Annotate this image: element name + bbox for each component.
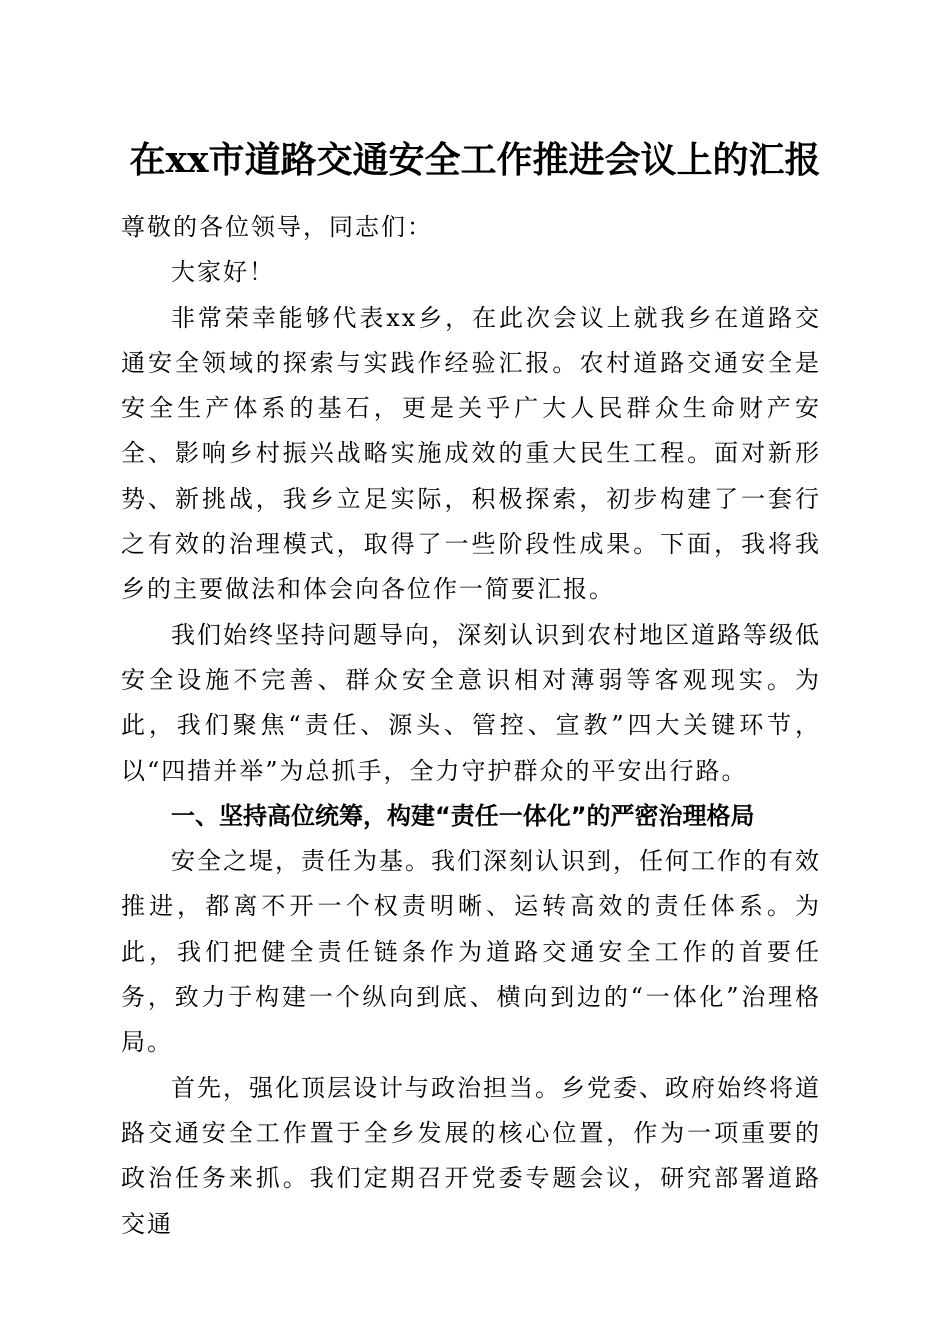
paragraph-top-design: 首先，强化顶层设计与政治担当。乡党委、政府始终将道路交通安全工作置于全乡发展的核心位置，作为一项重要的政治任务来抓。我们定期召开党委专题会议，研究部署道路交通 — [121, 1073, 821, 1238]
document-body — [121, 205, 821, 1247]
salutation: 尊敬的各位领导，同志们： — [121, 213, 433, 241]
paragraph-overview: 我们始终坚持问题导向，深刻认识到农村地区道路等级低安全设施不完善、群众安全意识相对薄弱等客观现实。为此，我们聚焦“责任、源头、管控、宣教”四大关键环节，以“四措并举”为总抓手，全力守护群众的平安出行路。 — [121, 620, 821, 785]
document-title: 在xx市道路交通安全工作推进会议上的汇报 — [129, 139, 821, 181]
paragraph-responsibility: 安全之堤，责任为基。我们深刻认识到，任何工作的有效推进，都离不开一个权责明晰、运转高效的责任体系。为此，我们把健全责任链条作为道路交通安全工作的首要任务，致力于构建一个纵向到底、横向到边的“一体化”治理格局。 — [121, 847, 821, 1057]
paragraph-intro: 非常荣幸能够代表xx乡，在此次会议上就我乡在道路交通安全领域的探索与实践作经验汇报。农村道路交通安全是安全生产体系的基石，更是关乎广大人民群众生命财产安全、影响乡村振兴战略实施成效的重大民生工程。面对新形势、新挑战，我乡立足实际，积极探索，初步构建了一套行之有效的治理模式，取得了一些阶段性成果。下面，我将我乡的主要做法和体会向各位作一简要汇报。 — [121, 303, 821, 604]
section-heading: 一、坚持高位统筹，构建“责任一体化”的严密治理格局 — [171, 801, 755, 830]
greeting: 大家好！ — [171, 258, 275, 287]
